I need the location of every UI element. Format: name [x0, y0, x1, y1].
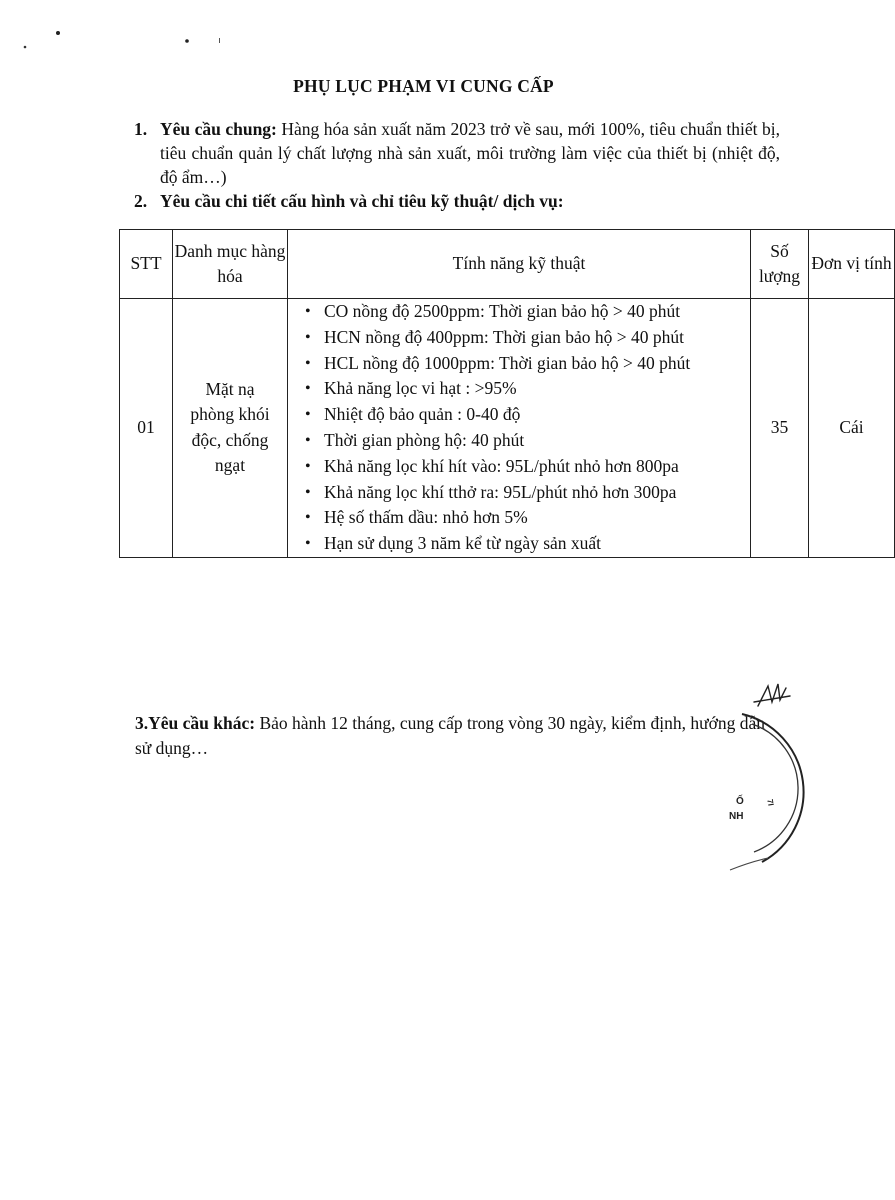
list-item: • HCN nồng độ 400ppm: Thời gian bảo hộ > 40 phút — [288, 325, 744, 351]
cell-unit: Cái — [809, 299, 895, 558]
requirement-label: Yêu cầu chi tiết cấu hình và chỉ tiêu kỹ thuật/ dịch vụ: — [160, 191, 564, 211]
list-item: • Nhiệt độ bảo quản : 0-40 độ — [288, 402, 744, 428]
requirement-label: 3.Yêu cầu khác: — [135, 713, 256, 733]
list-item: • Khả năng lọc vi hạt : >95% — [288, 376, 744, 402]
requirement-label: Yêu cầu chung: — [160, 119, 277, 139]
stamp-icon — [690, 712, 840, 882]
cell-features — [288, 299, 751, 558]
table-row — [120, 299, 895, 558]
cell-quantity: 35 — [751, 299, 809, 558]
general-requirement — [134, 117, 780, 189]
header-stt: STT — [120, 230, 173, 299]
other-requirement — [135, 711, 775, 761]
stamp-text: NH — [729, 811, 744, 822]
page-title: PHỤ LỤC PHẠM VI CUNG CẤP — [293, 76, 554, 96]
list-item: • Hệ số thấm dầu: nhỏ hơn 5% — [288, 505, 744, 531]
feature-list — [288, 299, 744, 557]
cell-stt: 01 — [120, 299, 173, 558]
scan-specks — [0, 0, 847, 80]
list-item: • HCL nồng độ 1000ppm: Thời gian bảo hộ > 40 phút — [288, 351, 744, 377]
list-item: • Hạn sử dụng 3 năm kể từ ngày sản xuất — [288, 531, 744, 557]
stamp-text: Ố — [736, 796, 744, 807]
detail-requirement — [134, 189, 780, 213]
header-quantity: Số lượng — [751, 230, 809, 299]
requirement-text: Hàng hóa sản xuất năm 2023 trở về sau, mới 100%, tiêu chuẩn thiết bị, tiêu chuẩn quản lý chất lượng nhà sản xuất, môi trường làm việc của thiết bị (nhiệt độ, độ ẩm…) — [160, 119, 780, 187]
list-item: • Thời gian phòng hộ: 40 phút — [288, 428, 744, 454]
signature-icon — [750, 676, 800, 716]
requirement-text: Bảo hành 12 tháng, cung cấp trong vòng 30 ngày, kiểm định, hướng dẫn sử dụng… — [135, 713, 766, 758]
specification-table — [119, 229, 895, 558]
table-header-row — [120, 230, 895, 299]
list-item: • Khả năng lọc khí hít vào: 95L/phút nhỏ hơn 800pa — [288, 454, 744, 480]
header-unit: Đơn vị tính — [809, 230, 895, 299]
requirement-number: 2. — [134, 191, 148, 211]
requirement-number: 1. — [134, 119, 148, 139]
stamp-text: 7I — [765, 798, 776, 807]
list-item: • Khả năng lọc khí tthở ra: 95L/phút nhỏ hơn 300pa — [288, 480, 744, 506]
list-item: • CO nồng độ 2500ppm: Thời gian bảo hộ > 40 phút — [288, 299, 744, 325]
header-features: Tính năng kỹ thuật — [288, 230, 751, 299]
header-category: Danh mục hàng hóa — [173, 230, 288, 299]
cell-category: Mặt nạ phòng khói độc, chống ngạt — [173, 299, 288, 558]
